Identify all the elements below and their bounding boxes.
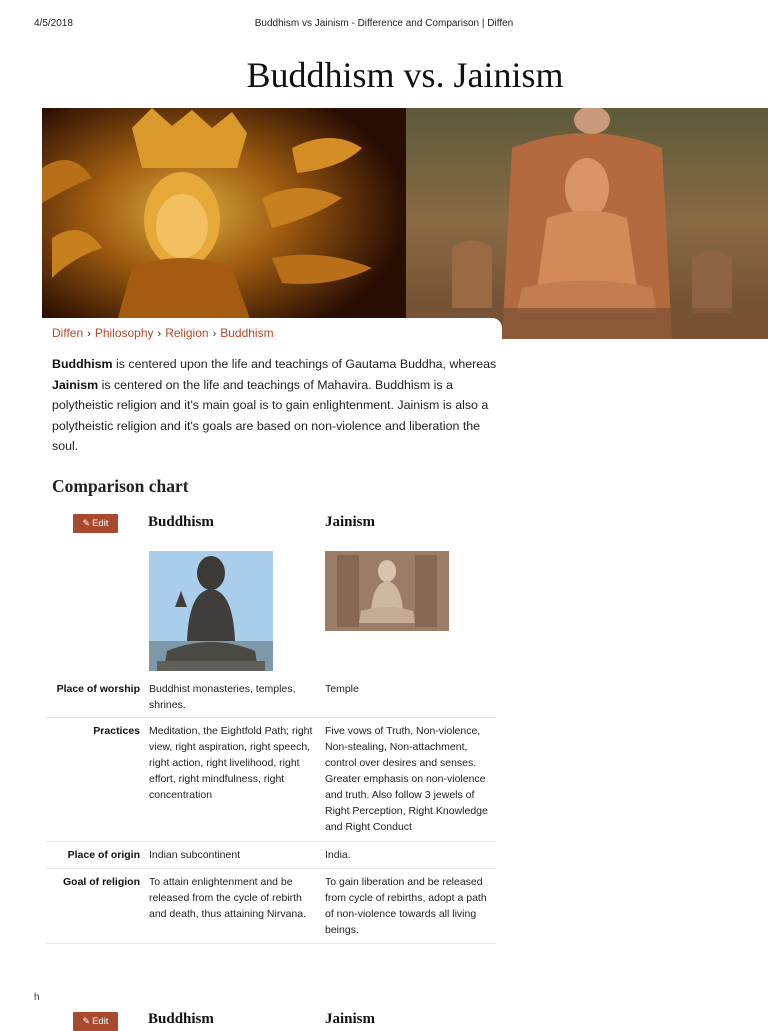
breadcrumb-link-religion[interactable]: Religion bbox=[165, 326, 209, 340]
breadcrumb bbox=[42, 318, 502, 348]
intro-text-1: is centered upon the life and teachings of Gautama Buddha, whereas bbox=[112, 357, 497, 371]
column-header-jainism: Jainism bbox=[325, 514, 376, 530]
cell-buddhism: Meditation, the Eightfold Path; right view, right aspiration, right speech, right action, right livelihood, right effort, right mindfulness, right concentration bbox=[149, 725, 313, 801]
pencil-icon: ✎ bbox=[82, 1016, 91, 1026]
cell-jainism: India. bbox=[325, 849, 351, 861]
hero-image-pair bbox=[42, 108, 768, 339]
print-date: 4/5/2018 bbox=[34, 18, 73, 29]
breadcrumb-link-diffen[interactable]: Diffen bbox=[52, 326, 84, 340]
print-doc-title: Buddhism vs Jainism - Difference and Comparison | Diffen bbox=[254, 18, 514, 29]
jainism-carving-image bbox=[325, 551, 449, 631]
breadcrumb-separator-icon: › bbox=[157, 328, 162, 340]
comparison-chart-heading: Comparison chart bbox=[52, 476, 189, 496]
breadcrumb-separator-icon: › bbox=[87, 328, 91, 340]
breadcrumb-link-philosophy[interactable]: Philosophy bbox=[94, 326, 154, 340]
row-label: Practices bbox=[93, 725, 140, 737]
edit-button-repeat[interactable] bbox=[73, 1012, 118, 1031]
intro-term-buddhism: Buddhism bbox=[52, 357, 113, 371]
column-header-buddhism-repeat: Buddhism bbox=[148, 1011, 214, 1027]
golden-buddha-image bbox=[42, 108, 406, 339]
page-title: Buddhism vs. Jainism bbox=[246, 55, 564, 95]
breadcrumb-link-buddhism[interactable]: Buddhism bbox=[220, 326, 274, 340]
buddhism-statue-image bbox=[149, 551, 273, 671]
jain-rock-carving-image bbox=[406, 108, 768, 339]
row-label: Place of worship bbox=[56, 683, 140, 695]
cell-buddhism: To attain enlightenment and be released from the cycle of rebirth and death, thus attaining Nirvana. bbox=[149, 876, 307, 920]
breadcrumb-separator-icon: › bbox=[212, 328, 217, 340]
intro-text-2: is centered on the life and teachings of Mahavira. Buddhism is a polytheistic religion and it's main goal is to gain enlightenment. Jainism is also a polytheistic religion and it's goals are based on non-violence and liberation the soul. bbox=[52, 377, 489, 454]
edit-button-label: Edit bbox=[92, 518, 109, 529]
pencil-icon: ✎ bbox=[82, 518, 91, 528]
intro-term-jainism: Jainism bbox=[52, 377, 99, 392]
column-header-buddhism: Buddhism bbox=[148, 514, 214, 530]
edit-button[interactable] bbox=[73, 514, 118, 533]
row-divider bbox=[46, 841, 496, 842]
cell-jainism: To gain liberation and be released from cycle of rebirths, adopt a path of non-violence towards all living beings. bbox=[325, 876, 487, 936]
edit-button-label: Edit bbox=[92, 1016, 109, 1027]
hero-banner bbox=[42, 108, 768, 339]
cell-jainism: Five vows of Truth, Non-violence, Non-stealing, Non-attachment, control over desires and senses. Greater emphasis on non-violence and truth. Also follow 3 jewels of Right Perception, Right Knowledge and Right Conduct bbox=[325, 725, 488, 833]
row-divider bbox=[46, 868, 496, 869]
row-label: Goal of religion bbox=[62, 876, 140, 888]
cell-buddhism: Buddhist monasteries, temples, shrines. bbox=[149, 683, 296, 711]
intro-paragraph bbox=[52, 354, 498, 457]
page-footer-mark: h bbox=[34, 992, 40, 1003]
cell-jainism: Temple bbox=[325, 683, 359, 695]
cell-buddhism: Indian subcontinent bbox=[149, 849, 241, 861]
row-divider bbox=[46, 717, 496, 718]
column-header-jainism-repeat: Jainism bbox=[325, 1011, 376, 1027]
row-label: Place of origin bbox=[67, 849, 140, 861]
row-divider bbox=[46, 943, 496, 944]
